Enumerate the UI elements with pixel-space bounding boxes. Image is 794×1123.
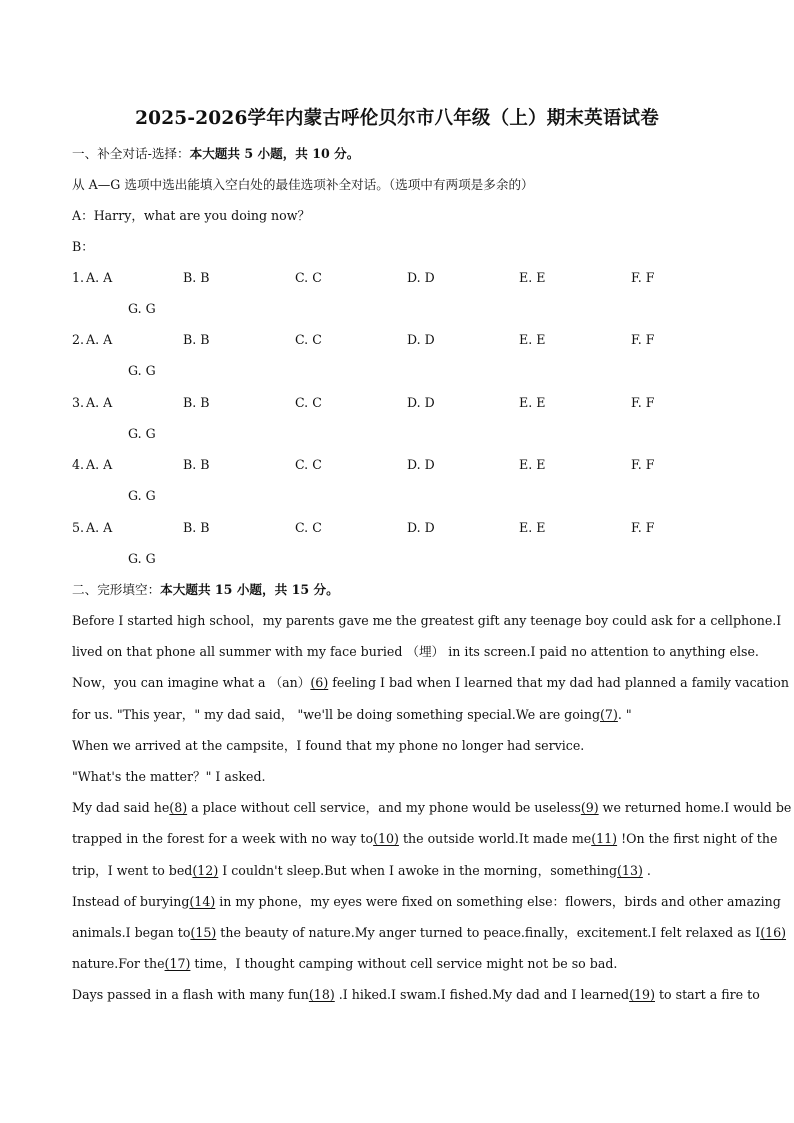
section1-heading-prefix: 一、补全对话-选择：: [72, 146, 190, 161]
passage-line: [72, 800, 791, 816]
cloze-blank[interactable]: (6): [310, 675, 329, 691]
answer-option[interactable]: G. G: [128, 425, 156, 441]
question-number: 4.: [72, 457, 85, 473]
question-number: 3.: [72, 394, 85, 410]
passage-text: nature.For the: [72, 956, 165, 972]
answer-option[interactable]: C. C: [295, 332, 322, 348]
passage-text: animals.I began to: [72, 925, 191, 940]
passage-text: My dad said he: [72, 800, 170, 816]
cloze-blank[interactable]: (12): [192, 862, 219, 878]
passage-text: for us. "This year，" my dad said， "we'll be doing something special.We are going: [72, 706, 601, 722]
cloze-blank[interactable]: (7): [600, 706, 618, 722]
passage-line: [72, 956, 617, 972]
dialogue-line-a: A：Harry，what are you doing now？: [72, 208, 311, 223]
answer-option[interactable]: G. G: [128, 488, 156, 504]
passage-text: in my phone，my eyes were fixed on something else：flowers，birds and other amazing: [215, 893, 781, 909]
answer-option[interactable]: E. E: [519, 519, 546, 535]
answer-option[interactable]: D. D: [407, 519, 435, 535]
answer-option[interactable]: F. F: [631, 394, 655, 410]
answer-option[interactable]: B. B: [183, 270, 210, 285]
answer-option[interactable]: B. B: [183, 457, 210, 473]
passage-text: feeling I bad when I learned that my dad had planned a family vacation: [328, 675, 789, 691]
passage-text: to start a fire to: [654, 987, 760, 1003]
answer-option[interactable]: E. E: [519, 332, 546, 348]
passage-line: [72, 738, 584, 754]
answer-option[interactable]: F. F: [631, 519, 655, 535]
passage-text: time，I thought camping without cell service might not be so bad.: [190, 956, 618, 972]
section2-heading: [72, 582, 339, 598]
section1-instruction: 从 A—G 选项中选出能填入空白处的最佳选项补全对话。（选项中有两项是多余的）: [72, 177, 534, 192]
answer-option[interactable]: F. F: [631, 457, 655, 473]
passage-text: we returned home.I would be: [598, 800, 792, 816]
answer-option[interactable]: D. D: [407, 394, 435, 410]
passage-text: Instead of burying: [72, 893, 190, 909]
answer-option[interactable]: A. A: [86, 457, 113, 473]
passage-text: Before I started high school，my parents gave me the greatest gift any teenage boy could ask for a cellphone.I: [72, 613, 782, 628]
cloze-blank[interactable]: (10): [373, 831, 399, 847]
section1-heading: [72, 146, 359, 162]
cloze-blank[interactable]: (14): [189, 893, 216, 909]
question-number: 5.: [72, 519, 85, 535]
answer-option[interactable]: E. E: [519, 457, 546, 473]
answer-option[interactable]: B. B: [183, 519, 210, 535]
answer-option[interactable]: D. D: [407, 270, 435, 285]
passage-text: trip，I went to bed: [72, 862, 193, 878]
dialogue-line-b: B：: [72, 239, 94, 254]
passage-line: [72, 644, 759, 660]
passage-line: [72, 863, 651, 879]
page-title: 2025-2026学年内蒙古呼伦贝尔市八年级（上）期末英语试卷: [135, 108, 659, 129]
section2-heading-bold: 本大题共 15 小题，共 15 分。: [160, 582, 339, 597]
cloze-blank[interactable]: (18): [308, 987, 335, 1003]
section1-heading-bold: 本大题共 5 小题，共 10 分。: [189, 146, 360, 161]
cloze-blank[interactable]: (8): [169, 800, 188, 816]
cloze-blank[interactable]: (11): [591, 831, 618, 847]
passage-line: [72, 675, 789, 691]
answer-option[interactable]: F. F: [631, 270, 655, 285]
passage-line: [72, 925, 786, 941]
answer-option[interactable]: B. B: [183, 332, 210, 348]
passage-text: .: [642, 862, 651, 878]
answer-option[interactable]: F. F: [631, 332, 655, 348]
passage-text: the beauty of nature.My anger turned to peace.finally，excitement.I felt relaxed as I: [216, 925, 761, 940]
cloze-blank[interactable]: (9): [580, 800, 599, 816]
passage-text: I couldn't sleep.But when I awoke in the morning，something: [218, 862, 618, 878]
passage-text: Days passed in a flash with many fun: [72, 987, 309, 1003]
answer-option[interactable]: G. G: [128, 363, 156, 379]
question-number: 2.: [72, 332, 85, 348]
passage-text: When we arrived at the campsite，I found that my phone no longer had service.: [72, 737, 585, 753]
passage-text: a place without cell service，and my phone would be useless: [187, 800, 581, 816]
passage-text: .I hiked.I swam.I fished.My dad and I learned: [334, 987, 630, 1003]
passage-line: [72, 894, 781, 910]
passage-text: Now，you can imagine what a （an）: [72, 675, 311, 691]
answer-option[interactable]: G. G: [128, 301, 156, 316]
passage-line: [72, 831, 777, 847]
passage-text: lived on that phone all summer with my face buried （埋） in its screen.I paid no attention to anything else.: [72, 644, 759, 660]
answer-option[interactable]: A. A: [86, 332, 113, 348]
passage-text: the outside world.It made me: [398, 831, 592, 847]
answer-option[interactable]: A. A: [86, 519, 113, 535]
answer-option[interactable]: B. B: [183, 394, 210, 410]
passage-text: "What's the matter？" I asked.: [72, 769, 266, 784]
answer-option[interactable]: D. D: [407, 457, 435, 473]
answer-option[interactable]: A. A: [86, 394, 113, 410]
answer-option[interactable]: C. C: [295, 457, 322, 473]
passage-line: [72, 769, 266, 785]
answer-option[interactable]: C. C: [295, 270, 322, 285]
passage-line: [72, 987, 760, 1003]
passage-text: trapped in the forest for a week with no way to: [72, 831, 374, 847]
answer-option[interactable]: A. A: [86, 270, 113, 285]
cloze-blank[interactable]: (15): [190, 925, 217, 940]
cloze-blank[interactable]: (17): [164, 956, 191, 972]
answer-option[interactable]: E. E: [519, 270, 546, 285]
cloze-blank[interactable]: (19): [629, 987, 655, 1003]
answer-option[interactable]: C. C: [295, 519, 322, 535]
answer-option[interactable]: G. G: [128, 550, 156, 566]
passage-line: [72, 707, 632, 723]
answer-option[interactable]: D. D: [407, 332, 435, 348]
section2-heading-prefix: 二、完形填空：: [72, 582, 161, 597]
cloze-blank[interactable]: (16): [760, 925, 787, 940]
question-number: 1.: [72, 270, 85, 285]
passage-text: . ": [617, 706, 632, 722]
passage-line: [72, 613, 781, 629]
passage-text: !On the first night of the: [617, 831, 778, 847]
answer-option[interactable]: C. C: [295, 394, 322, 410]
answer-option[interactable]: E. E: [519, 394, 546, 410]
cloze-blank[interactable]: (13): [617, 862, 643, 878]
